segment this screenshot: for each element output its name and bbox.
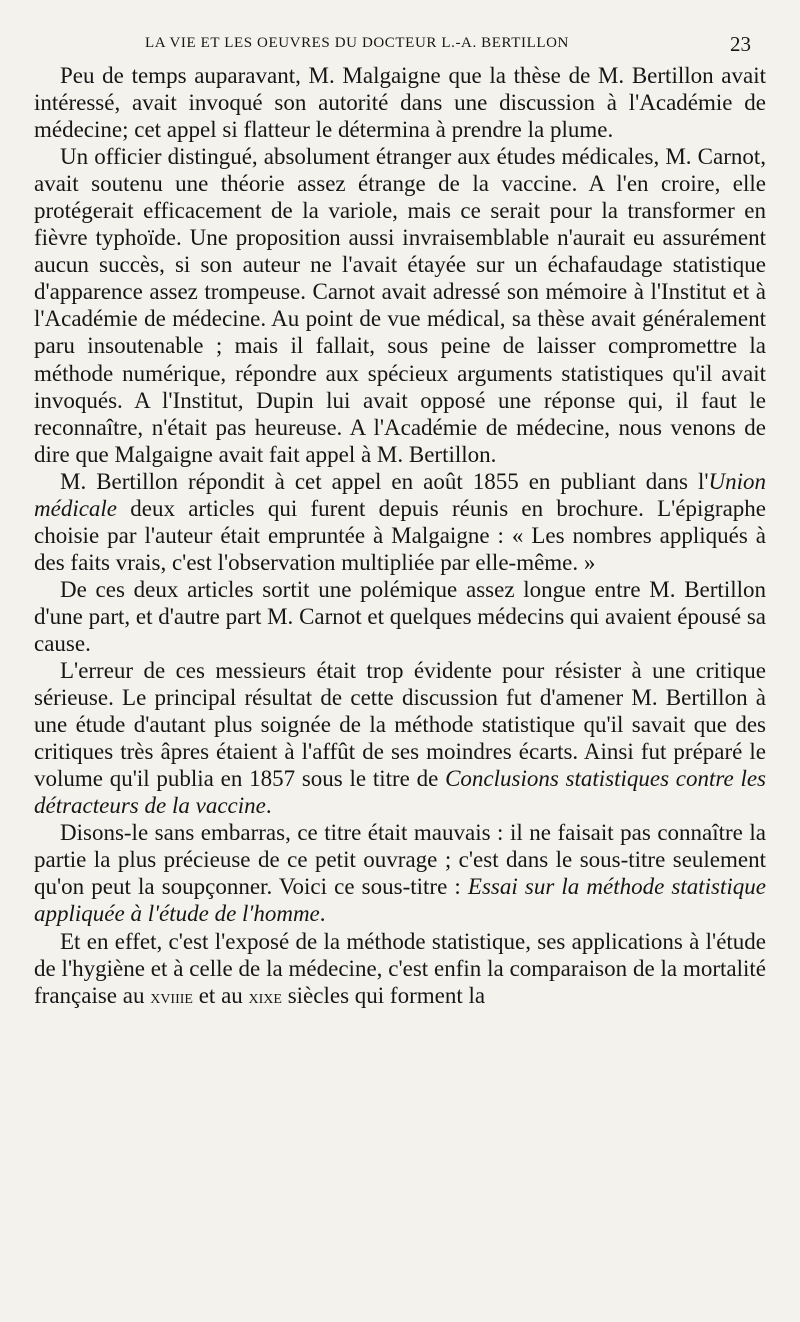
journal-title: Union médicale xyxy=(34,468,766,521)
paragraph-7-text-b: et au xyxy=(192,982,249,1008)
paragraph-7-text-c: siècles qui forment la xyxy=(281,982,486,1008)
paragraph-5-text-b: . xyxy=(265,793,272,819)
paragraph-2: Un officier distingué, absolument étranger aux études médicales, M. Carnot, avait soutenu une théorie assez étrange de la vaccine. A l'en croire, elle protégerait efficacement de la variole, mais ce serait pour la transformer en fièvre typhoïde. Une proposition aussi invraisemblable n'aurait eu assurément aucun succès, si son auteur ne l'avait étayée sur un échafaudage statistique d'apparence assez trompeuse. Carnot avait adressé son mémoire à l'Institut et à l'Académie de médecine. Au point de vue médical, sa thèse avait généralement paru insoutenable ; mais il fallait, sous peine de laisser compromettre la méthode numérique, répondre aux spécieux arguments statistiques qu'il avait invoqués. A l'Institut, Dupin lui avait opposé une réponse qui, il faut le reconnaître, n'était pas heureuse. A l'Académie de médecine, nous venons de dire que Malgaigne avait fait appel à M. Bertillon. xyxy=(34,144,766,467)
paragraph-6-text-a: Disons-le sans embarras, ce titre était mauvais : il ne faisait pas connaître la partie la plus précieuse de ce petit ouvrage ; c'est dans le sous-titre seulement qu'on peut la soupçonner. Voici ce sous-titre : xyxy=(34,820,766,900)
paragraph-6 xyxy=(34,819,766,927)
body-text xyxy=(34,62,766,1011)
paragraph-1: Peu de temps auparavant, M. Malgaigne que la thèse de M. Bertillon avait intéressé, avait invoqué son autorité dans une discussion à l'Académie de médecine; cet appel si flatteur le détermina à prendre la plume. xyxy=(34,63,766,143)
paragraph-5 xyxy=(34,657,766,819)
century-18: xviiie xyxy=(150,985,193,1008)
paragraph-3 xyxy=(34,468,766,576)
century-19: xixe xyxy=(248,985,282,1008)
page-header xyxy=(0,32,800,58)
paragraph-4: De ces deux articles sortit une polémique assez longue entre M. Bertillon d'une part, et d'autre part M. Carnot et quelques médecins qui avaient épousé sa cause. xyxy=(34,576,766,656)
paragraph-5-text-a: L'erreur de ces messieurs était trop évidente pour résister à une critique sérieuse. Le principal résultat de cette discussion fut d'amener M. Bertillon à une étude d'autant plus soignée de la méthode statistique qu'il savait que des critiques très âpres étaient à l'affût de ses moindres écarts. Ainsi fut préparé le volume qu'il publia en 1857 sous le titre de xyxy=(34,658,766,792)
paragraph-7 xyxy=(34,928,766,1011)
page-number: 23 xyxy=(730,32,751,56)
book-subtitle: Essai sur la méthode statistique appliquée à l'étude de l'homme xyxy=(34,874,766,927)
paragraph-3-text-b: deux articles qui furent depuis réunis en brochure. L'épigraphe choisie par l'auteur était empruntée à Malgaigne : « Les nombres appliqués à des faits vrais, c'est l'observation multipliée par elle-même. » xyxy=(34,495,766,575)
paragraph-7-text-a: Et en effet, c'est l'exposé de la méthode statistique, ses applications à l'étude de l'hygiène et à celle de la médecine, c'est enfin la comparaison de la mortalité française au xyxy=(34,928,766,1008)
paragraph-6-text-b: . xyxy=(319,901,326,927)
paragraph-3-text-a: M. Bertillon répondit à cet appel en août 1855 en publiant dans l' xyxy=(60,468,709,494)
running-title: LA VIE ET LES OEUVRES DU DOCTEUR L.-A. BERTILLON xyxy=(145,35,569,51)
book-title: Conclusions statistiques contre les détracteurs de la vaccine xyxy=(34,766,766,819)
